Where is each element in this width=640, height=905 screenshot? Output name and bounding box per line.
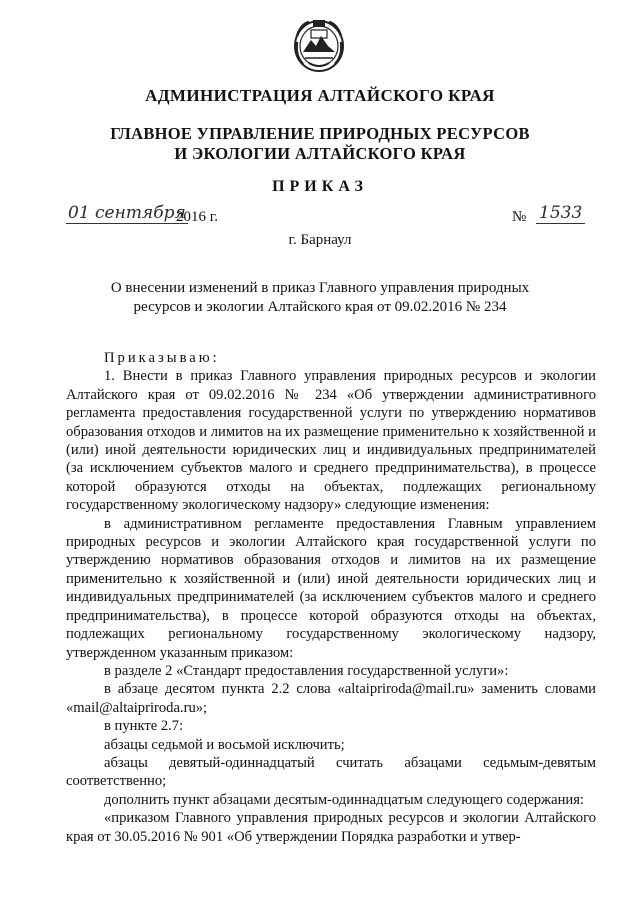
coat-of-arms-icon [291, 16, 347, 72]
order-subject [0, 279, 640, 317]
body-paragraph: дополнить пункт абзацами десятым-одиннадцатым следующего содержания: [104, 791, 584, 808]
order-word: Приказываю: [104, 350, 220, 366]
body-paragraph: 1. Внести в приказ Главного управления природных ресурсов и экологии Алтайского края от 09.02.2016 № 234 «Об утверждении административного регламента предоставления государственной услуги по утверждению нормативов образования отходов и лимитов на их размещение применительно к хозяйственной и (или) иной деятельности юридических лиц и индивидуальных предпринимателей (за исключением субъектов малого и среднего предпринимательства), в процессе которой образуются отходы на объектах, подлежащих региональному государственному экологическому надзору» следующие изменения: [66, 368, 596, 514]
department-title-line2: И ЭКОЛОГИИ АЛТАЙСКОГО КРАЯ [174, 144, 466, 163]
handwritten-number: 1533 [536, 203, 585, 224]
document-type: ПРИКАЗ [272, 178, 368, 195]
subject-line2: ресурсов и экологии Алтайского края от 09.02.2016 № 234 [133, 299, 507, 315]
department-title [0, 124, 640, 164]
body-paragraph: абзацы седьмой и восьмой исключить; [104, 736, 345, 753]
subject-line1: О внесении изменений в приказ Главного управления природных [110, 280, 530, 296]
administration-title: АДМИНИСТРАЦИЯ АЛТАЙСКОГО КРАЯ [145, 86, 495, 105]
date-number-row [66, 203, 583, 231]
body-paragraph: в абзаце десятом пункта 2.2 слова «altaipriroda@mail.ru» заменить словами «mail@altaipriroda.ru»; [66, 681, 596, 716]
order-body [66, 349, 596, 846]
city: г. Барнаул [288, 232, 352, 248]
handwritten-date: 01 сентября [68, 203, 186, 223]
body-paragraph: в разделе 2 «Стандарт предоставления государственной услуги»: [104, 662, 509, 679]
body-paragraph: «приказом Главного управления природных ресурсов и экологии Алтайского края от 30.05.2016 № 901 «Об утверждении Порядка разработки и утвер- [66, 810, 596, 845]
number-label: № [512, 209, 527, 225]
document-year: 2016 г. [176, 209, 218, 225]
body-paragraph: в пункте 2.7: [104, 718, 184, 735]
department-title-line1: ГЛАВНОЕ УПРАВЛЕНИЕ ПРИРОДНЫХ РЕСУРСОВ [110, 124, 530, 143]
body-paragraph: абзацы девятый-одиннадцатый считать абзацами седьмым-девятым соответственно; [66, 754, 596, 790]
body-paragraph: в административном регламенте предоставления Главным управлением природных ресурсов и экологии Алтайского края государственной услуги по утверждению нормативов образования отходов и лимитов на их размещение применительно к хозяйственной и (или) иной деятельности юридических лиц и индивидуальных предпринимателей (за исключением субъектов малого и среднего предпринимательства), в процессе которой образуются отходы на объектах, подлежащих региональному государственному экологическому надзору, утвержденном указанным приказом: [66, 515, 596, 661]
